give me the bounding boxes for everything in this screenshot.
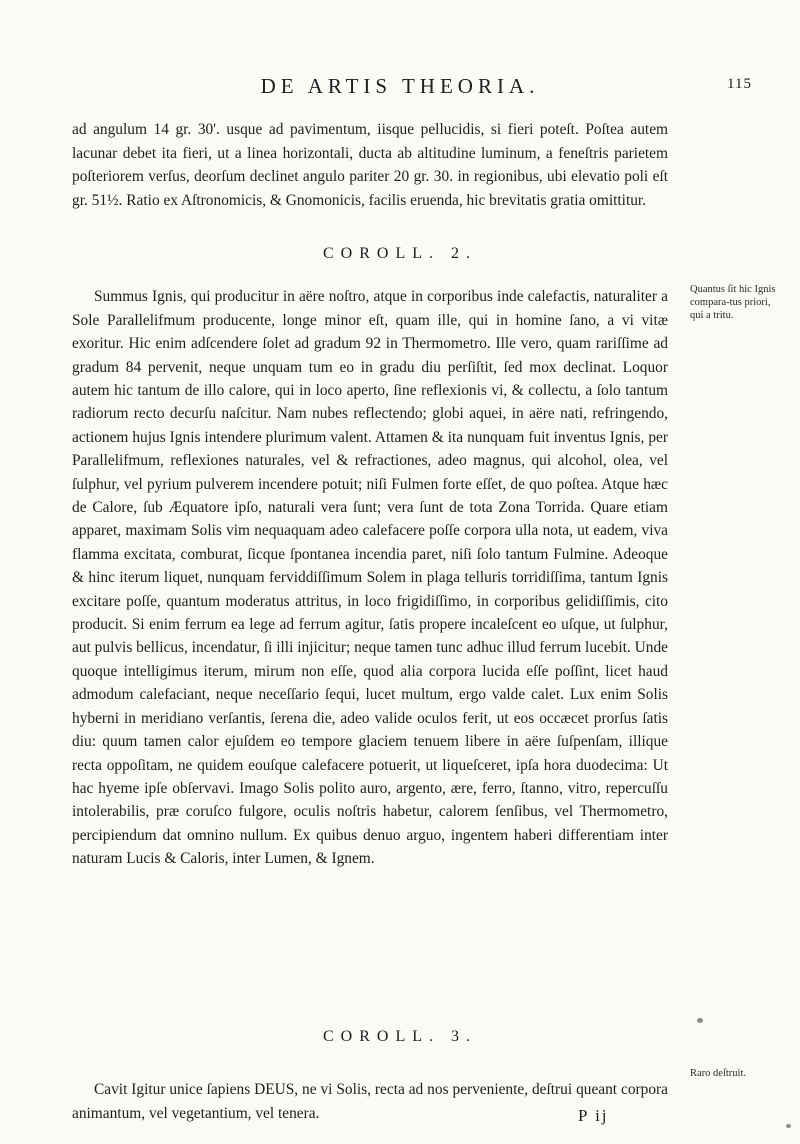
margin-note-1: Quantus ſit hic Ignis compara-tus priori, qui a tritu. bbox=[690, 284, 776, 321]
page-number: 115 bbox=[727, 76, 752, 92]
signature-mark: P ij bbox=[578, 1106, 609, 1125]
running-title: DE ARTIS THEORIA. bbox=[260, 74, 540, 98]
corollary-heading-3: COROLL. 3. bbox=[323, 1028, 477, 1045]
margin-note-2: Raro deſtruit. bbox=[690, 1068, 746, 1079]
paragraph-3: Cavit Igitur unice ſapiens DEUS, ne vi Solis, recta ad nos perveniente, deſtrui queant corpora animantum, vel vegetantium, vel tenera. bbox=[72, 1081, 668, 1122]
ink-speck bbox=[697, 1018, 703, 1023]
corollary-heading-2: COROLL. 2. bbox=[323, 245, 477, 262]
running-head bbox=[0, 74, 800, 104]
paragraph-1: ad angulum 14 gr. 30'. usque ad pavimentum, iisque pellucidis, si fieri poteſt. Poſtea autem lacunar debet ita fieri, ut a linea horizontali, ducta ab altitudine luminum, a feneſtris parietem poſteriorem verſus, deorſum declinet angulo pariter 20 gr. 30. in regionibus, ubi elevatio poli eſt gr. 51½. Ratio ex Aſtronomicis, & Gnomonicis, facilis eruenda, hic brevitatis gratia omittitur. bbox=[72, 121, 668, 209]
paragraph-2: Summus Ignis, qui producitur in aëre noſtro, atque in corporibus inde calefactis, naturaliter a Sole Parallelifmum producente, longe minor eſt, quam ille, qui in homine ſano, a vi vitæ exoritur. Hic enim adſcendere ſolet ad gradum 92 in Thermometro. Ille vero, quam rariſſime ad gradum 84 pervenit, neque unquam tum eo in gradu diu perſiſtit, ſed mox declinat. Loquor autem hic tantum de illo calore, qui in loco aperto, ſine reflexionis vi, & collectu, a ſolo tantum radiorum recto decurſu naſcitur. Nam nubes reflectendo; globi aquei, in aëre nati, refringendo, actionem hujus Ignis intendere plurimum valent. Attamen & ita nunquam fuit inventus Ignis, per Parallelifmum, reflexiones naturales, vel & refractiones, adeo magnus, qui alcohol, olea, vel ſulphur, vel pyrium pulverem incendere potuit; niſi Fulmen forte eſſet, de quo poſtea. Atque hæc de Calore, ſub Æquatore ipſo, naturali vera ſunt; vera ſunt de tota Zona Torrida. Quare etiam apparet, maximam Solis vim nequaquam adeo calefacere poſſe corpora ulla nota, ut eadem, viva flamma excitata, comburat, ſicque ſpontanea incendia paret, niſi ſolo tantum Fulmine. Adeoque & hinc iterum liquet, nunquam ferviddiſſimum Solem in plaga telluris torridiſſima, tantum Ignis excitare poſſe, quantum moderatus attritus, in loco frigidiſſimo, in corporibus gelidiſſimis, cito producit. Si enim ferrum ea lege ad ferrum agitur, ſatis propere incaleſcent eo uſque, ut ſulphur, aut pulvis bellicus, incendatur, ſi illi injicitur; neque tamen tunc adhuc illud ferrum lucebit. Unde quoque intelligimus iterum, mirum non eſſe, quod alia corpora lucida eſſe poſſint, licet haud admodum calefaciant, neque neceſſario ſequi, lucet multum, ergo valde calet. Lux enim Solis hyberni in meridiano verſantis, ſerena die, adeo valide oculos ferit, ut eos occæcet prorſus ſatis diu: quum tamen calor ejuſdem eo tempore glaciem tenuem libere in aëre ſuſpenſam, illique recta oppoſitam, ne quidem eouſque calefacere potuerit, ut liqueſceret, ipſa hora duodecima: Ut hac hyeme ipſe obſervavi. Imago Solis polito auro, argento, ære, ferro, ſtanno, vitro, repercuſſu intolerabilis, præ coruſco fulgore, oculis noſtris habetur, calorem ſenſibus, vel Thermometro, percipiendum dat omnino nullum. Ex quibus denuo arguo, ingentem haberi differentiam inter naturam Lucis & Caloris, inter Lumen, & Ignem. bbox=[72, 288, 668, 868]
ink-speck bbox=[786, 1124, 791, 1128]
